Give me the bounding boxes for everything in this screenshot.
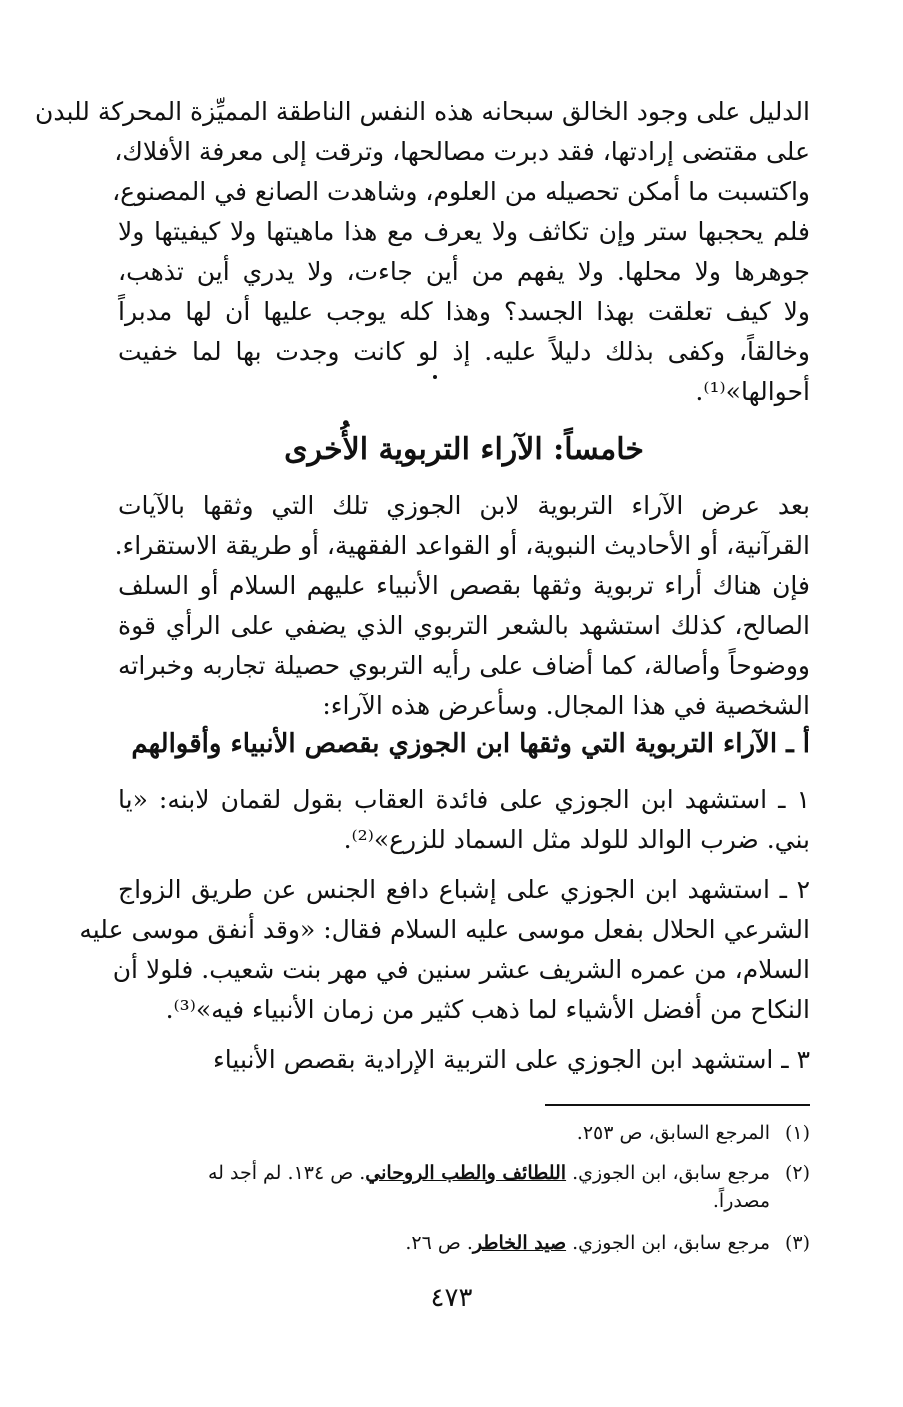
text-line: ١ ـ استشهد ابن الجوزي على فائدة العقاب بقول لقمان لابنه: «يا — [118, 785, 810, 814]
text-line: واكتسبت ما أمكن تحصيله من العلوم، وشاهدت الصانع في المصنوع، — [112, 177, 810, 206]
footnote-text: المرجع السابق، ص ٢٥٣. — [576, 1122, 770, 1144]
footnote-2 — [118, 1158, 810, 1188]
text-line: الصالح، كذلك استشهد بالشعر التربوي الذي يضفي على الرأي قوة — [118, 611, 810, 640]
footnote-text: مرجع سابق، ابن الجوزي. — [566, 1162, 770, 1184]
page-number: ٤٧٣ — [430, 1283, 473, 1313]
text-line: الشخصية في هذا المجال. وسأعرض هذه الآراء: — [322, 691, 810, 720]
text-line: القرآنية، أو الأحاديث النبوية، أو القواعد الفقهية، أو طريقة الاستقراء. — [114, 531, 810, 560]
text-line: السلام، من عمره الشريف عشر سنين في مهر بنت شعيب. فلولا أن — [112, 955, 810, 984]
footnote-number: (٢) — [784, 1162, 810, 1184]
ink-dot — [433, 375, 437, 379]
text-line: فإن هناك أراء تربوية وثقها بقصص الأنبياء عليهم السلام أو السلف — [118, 571, 810, 600]
subsection-heading: أ ـ الآراء التربوية التي وثقها ابن الجوزي بقصص الأنبياء وأقوالهم — [131, 729, 810, 759]
text-line: ووضوحاً وأصالة، كما أضاف على رأيه التربوي حصيلة تجاربه وخبراته — [118, 651, 810, 680]
text-line: ٣ ـ استشهد ابن الجوزي على التربية الإرادية بقصص الأنبياء — [213, 1045, 810, 1074]
footnote-1 — [118, 1118, 810, 1148]
text-line: أحوالها»⁽¹⁾. — [695, 377, 810, 406]
footnote-3 — [118, 1228, 810, 1258]
footnote-2-continued — [118, 1186, 810, 1216]
book-title: اللطائف والطب الروحاني — [365, 1162, 567, 1184]
footnote-text: . ص ١٣٤. لم أجد له — [207, 1162, 366, 1184]
footnote-text: مرجع سابق، ابن الجوزي. — [566, 1232, 770, 1254]
footnote-divider — [545, 1104, 810, 1106]
footnote-number: (٣) — [784, 1232, 810, 1254]
text-line: جوهرها ولا محلها. ولا يفهم من أين جاءت، ولا يدري أين تذهب، — [118, 257, 810, 286]
text-line: الدليل على وجود الخالق سبحانه هذه النفس الناطقة المميِّزة المحركة للبدن — [34, 97, 810, 126]
footnote-number: (١) — [784, 1122, 810, 1144]
footnote-text: . ص ٢٦. — [405, 1232, 473, 1254]
section-heading: خامساً: الآراء التربوية الأُخرى — [284, 432, 644, 467]
text-line: فلم يحجبها ستر وإن تكاثف ولا يعرف مع هذا ماهيتها ولا كيفيتها ولا — [118, 217, 810, 246]
text-line: ٢ ـ استشهد ابن الجوزي على إشباع دافع الجنس عن طريق الزواج — [118, 875, 810, 904]
text-line: بني. ضرب الوالد للولد مثل السماد للزرع»⁽²⁾. — [343, 825, 810, 854]
book-title: صيد الخاطر — [472, 1232, 567, 1254]
text-line: ولا كيف تعلقت بهذا الجسد؟ وهذا كله يوجب عليها أن لها مدبراً — [118, 297, 810, 326]
text-line: النكاح من أفضل الأشياء لما ذهب كثير من زمان الأنبياء فيه»⁽³⁾. — [165, 995, 810, 1024]
text-line: الشرعي الحلال بفعل موسى عليه السلام فقال: «وقد أنفق موسى عليه — [79, 915, 810, 944]
footnote-text: مصدراً. — [712, 1190, 770, 1212]
text-line: وخالقاً، وكفى بذلك دليلاً عليه. إذ لو كانت وجدت بها لما خفيت — [118, 337, 810, 366]
text-line: على مقتضى إرادتها، فقد دبرت مصالحها، وترقت إلى معرفة الأفلاك، — [114, 137, 810, 166]
text-line: بعد عرض الآراء التربوية لابن الجوزي تلك التي وثقها بالآيات — [118, 491, 810, 520]
